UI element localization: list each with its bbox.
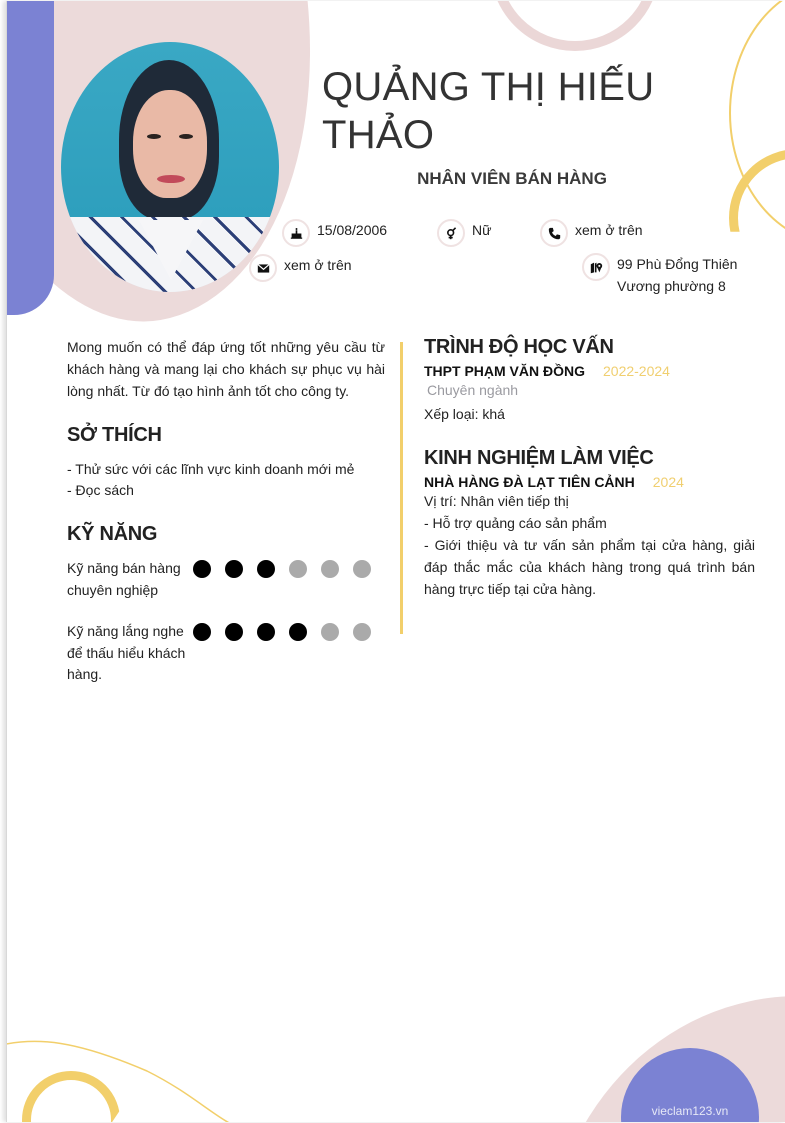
envelope-icon — [249, 254, 277, 282]
skills-title: KỸ NĂNG — [67, 523, 158, 545]
candidate-name: QUẢNG THỊ HIẾU THẢO — [322, 65, 655, 157]
pink-ring-decoration — [490, 1, 660, 51]
map-pin-icon — [582, 253, 610, 281]
birthday-cake-icon — [282, 219, 310, 247]
profile-photo — [61, 42, 279, 292]
skill-item: Kỹ năng bán hàng chuyên nghiệp — [67, 558, 385, 601]
job-title: NHÂN VIÊN BÁN HÀNG — [417, 169, 607, 188]
column-divider — [400, 342, 403, 634]
left-column — [67, 336, 385, 706]
gender-icon — [437, 219, 465, 247]
education-years: 2022-2024 — [603, 363, 670, 379]
experience-title: KINH NGHIỆM LÀM VIỆC — [424, 447, 654, 469]
company-name: NHÀ HÀNG ĐÀ LẠT TIÊN CẢNH — [424, 474, 635, 490]
hobbies-list — [67, 459, 385, 501]
phone-icon — [540, 219, 568, 247]
right-column — [424, 336, 755, 600]
birthday-info: 15/08/2006 — [282, 219, 387, 247]
major: Chuyên ngành — [427, 382, 519, 398]
cv-page — [6, 1, 785, 1122]
experience-detail: - Hỗ trợ quảng cáo sản phẩm — [424, 515, 607, 531]
experience-detail: - Giới thiệu và tư vấn sản phẩm tại cửa hàng, giải đáp thắc mắc của khách hàng trong quá trình bán hàng trực tiếp tại cửa hàng. — [424, 537, 755, 597]
experience-position: Vị trí: Nhân viên tiếp thị — [424, 493, 569, 509]
blue-strip-decoration — [7, 1, 54, 315]
hobbies-title: SỞ THÍCH — [67, 424, 162, 446]
career-objective: Mong muốn có thể đáp ứng tốt những yêu cầu từ khách hàng và mang lại cho khách sự phục vụ hài lòng nhất. Từ đó tạo hình ảnh tốt cho công ty. — [67, 339, 385, 399]
phone-info: xem ở trên — [540, 219, 643, 247]
address-info: 99 Phù Đổng Thiên Vương phường 8 — [582, 253, 737, 297]
skills-list — [67, 558, 385, 686]
hobby-item: - Thử sức với các lĩnh vực kinh doanh mới mẻ — [67, 461, 355, 477]
skill-rating — [193, 558, 371, 578]
brand-watermark: vieclam123.vn — [651, 1104, 729, 1118]
education-title: TRÌNH ĐỘ HỌC VẤN — [424, 336, 614, 358]
email-info: xem ở trên — [249, 254, 352, 282]
experience-year: 2024 — [652, 474, 684, 490]
school-name: THPT PHẠM VĂN ĐỒNG — [424, 363, 585, 379]
education-note: Xếp loại: khá — [424, 406, 505, 422]
hobby-item: - Đọc sách — [67, 482, 134, 498]
skill-item: Kỹ năng lắng nghe để thấu hiểu khách hàng. — [67, 621, 385, 686]
gender-info: Nữ — [437, 219, 491, 247]
yellow-arc-decoration — [729, 149, 785, 287]
skill-rating — [193, 621, 371, 641]
